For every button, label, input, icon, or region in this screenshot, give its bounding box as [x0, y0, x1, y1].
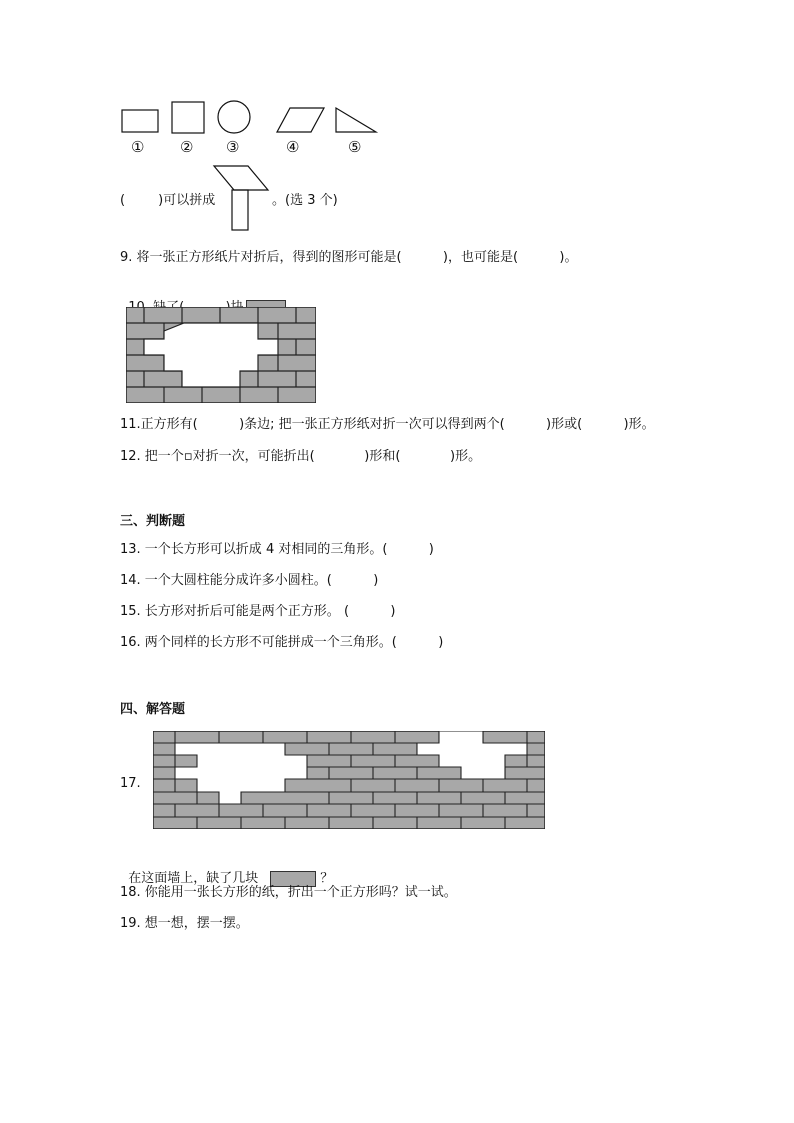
- q17-suffix: ？: [320, 871, 334, 886]
- question-11: 11.正方形有( )条边; 把一张正方形纸对折一次可以得到两个( )形或( )形。: [120, 417, 655, 432]
- parallelogram-shape: [277, 108, 324, 132]
- q8-prefix: ( )可以拼成: [120, 193, 216, 208]
- question-17-number: 17.: [120, 776, 141, 791]
- shapes-row: [110, 96, 400, 136]
- square-shape: [172, 102, 204, 133]
- composite-figure: [212, 162, 274, 234]
- question-12: 12. 把一个▫对折一次，可能折出( )形和( )形。: [120, 449, 482, 464]
- question-18: 18. 你能用一张长方形的纸，折出一个正方形吗？试一试。: [120, 885, 457, 900]
- question-9: 9. 将一张正方形纸片对折后，得到的图形可能是( )，也可能是( )。: [120, 250, 578, 265]
- question-14: 14. 一个大圆柱能分成许多小圆柱。( ): [120, 573, 379, 588]
- circle-shape: [218, 101, 250, 133]
- question-16: 16. 两个同样的长方形不可能拼成一个三角形。( ): [120, 635, 444, 650]
- section-4-title: 四、解答题: [120, 702, 186, 717]
- shape-label-4: ④: [286, 138, 300, 156]
- triangle-shape: [336, 108, 376, 132]
- rectangle-shape: [122, 110, 158, 132]
- question-15: 15. 长方形对折后可能是两个正方形。 ( ): [120, 604, 396, 619]
- shape-label-5: ⑤: [348, 138, 362, 156]
- q8-suffix: 。(选 3 个): [272, 193, 338, 208]
- shape-label-3: ③: [226, 138, 240, 156]
- q17-prefix: 在这面墙上，缺了几块: [128, 871, 259, 886]
- question-17: [120, 852, 333, 888]
- brick-wall-large: [153, 731, 545, 829]
- section-3-title: 三、判断题: [120, 514, 186, 529]
- brick-wall-small: [126, 307, 316, 403]
- question-13: 13. 一个长方形可以折成 4 对相同的三角形。( ): [120, 542, 434, 557]
- question-19: 19. 想一想，摆一摆。: [120, 916, 249, 931]
- shape-label-1: ①: [131, 138, 145, 156]
- shape-label-2: ②: [180, 138, 194, 156]
